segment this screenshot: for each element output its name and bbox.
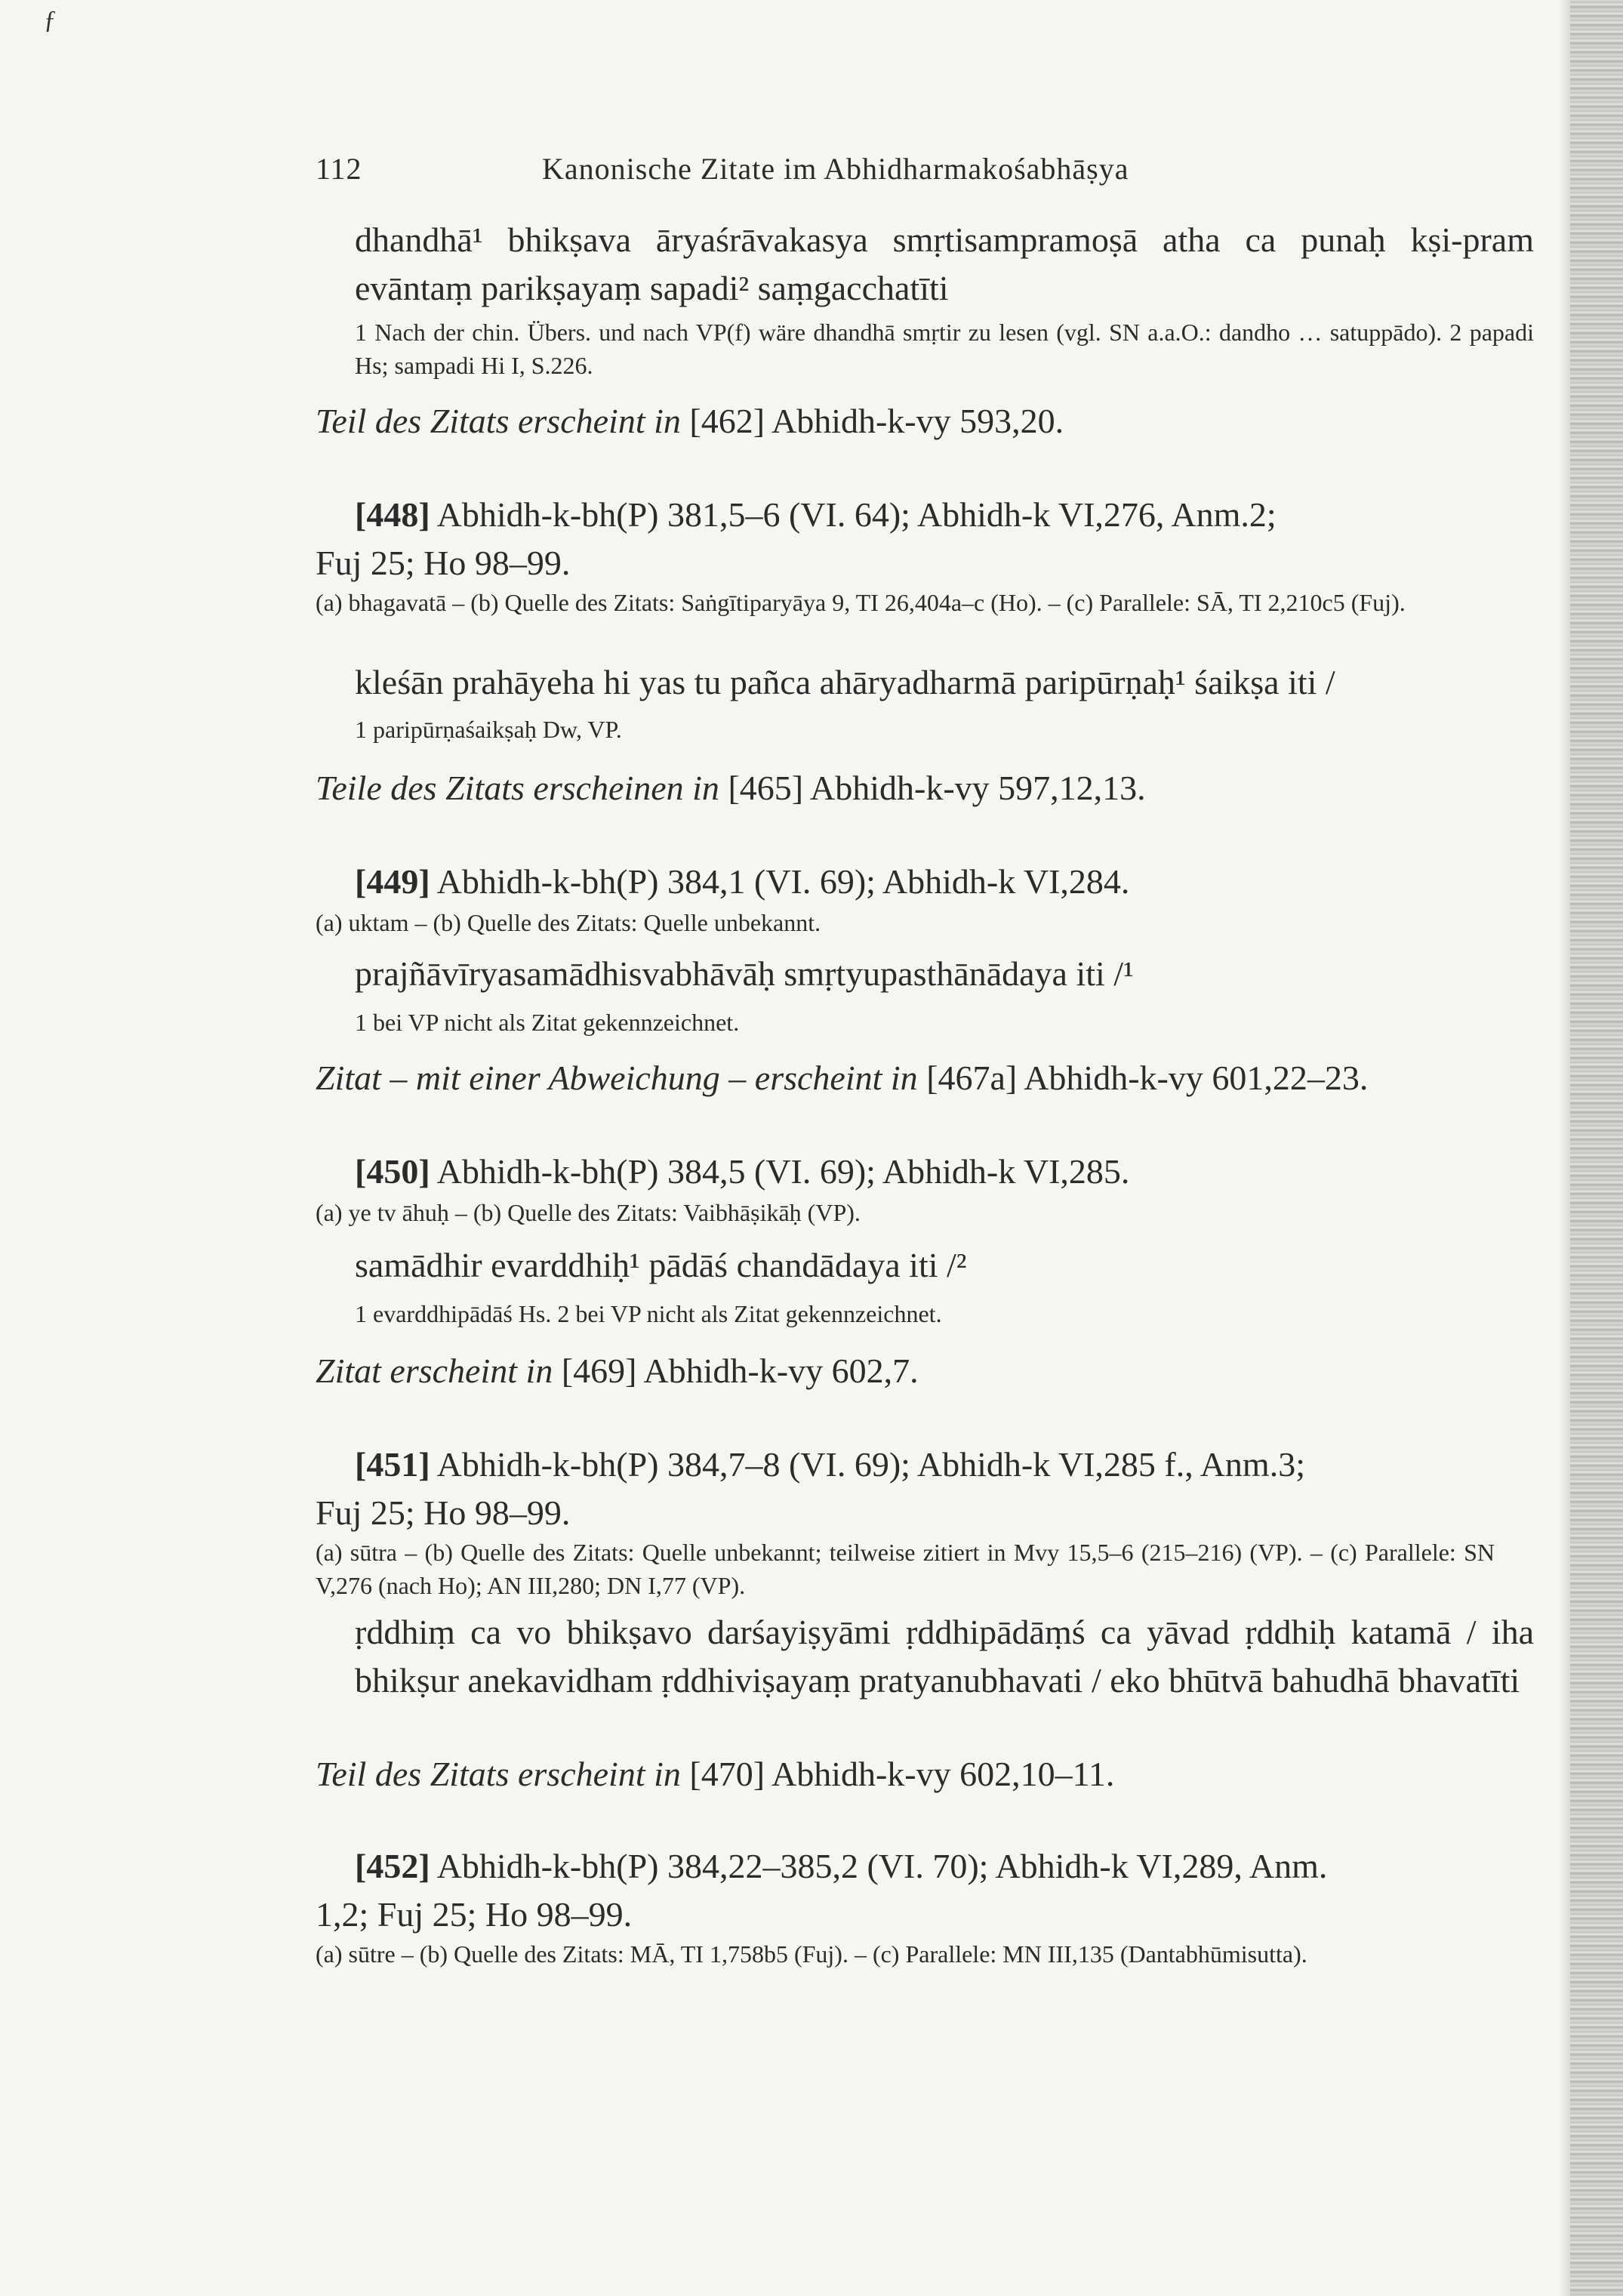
cross-reference bbox=[316, 1054, 1495, 1102]
entry-448 bbox=[316, 491, 1495, 587]
xref-label: Teil des Zitats erscheint in bbox=[316, 402, 681, 440]
running-header bbox=[316, 151, 1495, 186]
entry-id: [450] bbox=[355, 1152, 430, 1191]
entry-meta: (a) bhagavatā – (b) Quelle des Zitats: Saṅgītiparyāya 9, TI 26,404a–c (Ho). – (c) Parallele: SĀ, TI 2,210c5 (Fuj). bbox=[316, 589, 1406, 616]
quote-text: prajñāvīryasamādhisvabhāvāḥ smṛtyupasthānādaya iti /¹ bbox=[355, 954, 1134, 993]
entry-meta: (a) sūtra – (b) Quelle des Zitats: Quelle unbekannt; teilweise zitiert in Mvy 15,5–6 (215–216) (VP). – (c) Parallele: SN V,276 (nach Ho); AN III,280; DN I,77 (VP). bbox=[316, 1539, 1495, 1599]
xref-label: Teile des Zitats erscheinen in bbox=[316, 769, 719, 807]
entry-id: [452] bbox=[355, 1847, 430, 1885]
entry-head-1: Abhidh-k-bh(P) 384,1 (VI. 69); Abhidh-k VI,284. bbox=[436, 862, 1130, 901]
stray-mark: ƒ bbox=[44, 6, 57, 34]
entry-meta: (a) ye tv āhuḥ – (b) Quelle des Zitats: Vaibhāṣikāḥ (VP). bbox=[316, 1199, 861, 1226]
footnotes: 1 bei VP nicht als Zitat gekennzeichnet. bbox=[355, 1009, 740, 1036]
cross-reference bbox=[316, 764, 1495, 812]
footnotes: 1 paripūrṇaśaikṣaḥ Dw, VP. bbox=[355, 716, 622, 743]
page-number: 112 bbox=[316, 152, 362, 186]
cross-reference bbox=[316, 397, 1495, 445]
xref-label: Teil des Zitats erscheint in bbox=[316, 1755, 681, 1793]
entry-450 bbox=[316, 1148, 1495, 1196]
entry-meta: (a) sūtre – (b) Quelle des Zitats: MĀ, TI 1,758b5 (Fuj). – (c) Parallele: MN III,135 (Dantabhūmisutta). bbox=[316, 1940, 1307, 1968]
entry-id: [451] bbox=[355, 1445, 430, 1484]
cross-reference bbox=[316, 1347, 1495, 1395]
entry-id: [449] bbox=[355, 862, 430, 901]
xref-label: Zitat erscheint in bbox=[316, 1351, 553, 1390]
entry-head-1: Abhidh-k-bh(P) 384,5 (VI. 69); Abhidh-k VI,285. bbox=[436, 1152, 1130, 1191]
quote-text: dhandhā¹ bhikṣava āryaśrāvakasya smṛtisampramoṣā atha ca punaḥ kṣi-pram evāntaṃ parikṣayaṃ sapadi² saṃgacchatīti bbox=[355, 220, 1534, 307]
entry-meta: (a) uktam – (b) Quelle des Zitats: Quelle unbekannt. bbox=[316, 909, 821, 936]
quote-text: samādhir evarddhiḥ¹ pādāś chandādaya iti /² bbox=[355, 1246, 967, 1284]
entry-head-1: Abhidh-k-bh(P) 384,7–8 (VI. 69); Abhidh-k VI,285 f., Anm.3; bbox=[436, 1445, 1305, 1484]
entry-452 bbox=[316, 1842, 1495, 1939]
entry-head-1: Abhidh-k-bh(P) 381,5–6 (VI. 64); Abhidh-k VI,276, Anm.2; bbox=[436, 495, 1277, 534]
xref-ref: [462] Abhidh-k-vy 593,20. bbox=[689, 402, 1064, 440]
footnotes: 1 Nach der chin. Übers. und nach VP(f) wäre dhandhā smṛtir zu lesen (vgl. SN a.a.O.: dandho … satuppādo). 2 papadi Hs; sampadi Hi I, S.226. bbox=[355, 319, 1534, 379]
quote-text: ṛddhiṃ ca vo bhikṣavo darśayiṣyāmi ṛddhipādāṃś ca yāvad ṛddhiḥ katamā / iha bhikṣur anekavidham ṛddhiviṣayaṃ pratyanubhavati / eko bhūtvā bahudhā bhavatīti bbox=[355, 1613, 1534, 1700]
entry-449 bbox=[316, 858, 1495, 906]
xref-ref: [465] Abhidh-k-vy 597,12,13. bbox=[728, 769, 1146, 807]
xref-label: Zitat – mit einer Abweichung – erscheint in bbox=[316, 1059, 918, 1097]
quote-text: kleśān prahāyeha hi yas tu pañca ahāryadharmā paripūrṇaḥ¹ śaikṣa iti / bbox=[355, 663, 1335, 701]
scan-shadow bbox=[1560, 0, 1570, 2296]
xref-ref: [469] Abhidh-k-vy 602,7. bbox=[561, 1351, 919, 1390]
footnotes: 1 evarddhipādāś Hs. 2 bei VP nicht als Zitat gekennzeichnet. bbox=[355, 1300, 942, 1327]
entry-451 bbox=[316, 1441, 1495, 1537]
xref-ref: [467a] Abhidh-k-vy 601,22–23. bbox=[926, 1059, 1369, 1097]
cross-reference bbox=[316, 1750, 1495, 1798]
entry-head-1: Abhidh-k-bh(P) 384,22–385,2 (VI. 70); Abhidh-k VI,289, Anm. bbox=[436, 1847, 1328, 1885]
running-title: Kanonische Zitate im Abhidharmakośabhāṣya bbox=[542, 152, 1129, 186]
entry-head-2: Fuj 25; Ho 98–99. bbox=[316, 1493, 571, 1532]
entry-head-2: Fuj 25; Ho 98–99. bbox=[316, 544, 571, 582]
scan-edge bbox=[1570, 0, 1623, 2296]
xref-ref: [470] Abhidh-k-vy 602,10–11. bbox=[689, 1755, 1115, 1793]
entry-id: [448] bbox=[355, 495, 430, 534]
entry-head-2: 1,2; Fuj 25; Ho 98–99. bbox=[316, 1895, 633, 1934]
